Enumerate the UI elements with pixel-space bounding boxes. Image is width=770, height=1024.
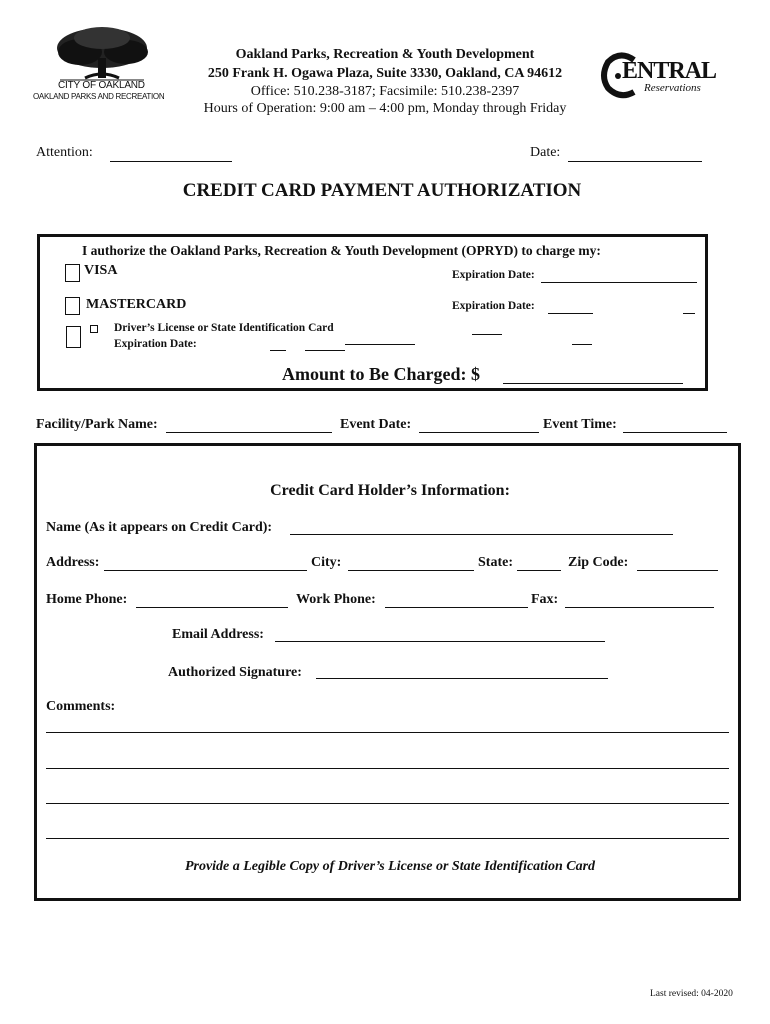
authorization-intro: I authorize the Oakland Parks, Recreation & Youth Development (OPRYD) to charge my:: [82, 243, 601, 258]
mastercard-expiration-field[interactable]: [548, 313, 593, 314]
facility-label: Facility/Park Name:: [36, 417, 158, 432]
org-address: 250 Frank H. Ogawa Plaza, Suite 3330, Oakland, CA 94612: [207, 66, 563, 81]
city-field[interactable]: [348, 570, 474, 571]
mastercard-expiration-label: Expiration Date:: [452, 300, 535, 312]
signature-field[interactable]: [316, 678, 608, 679]
form-title: CREDIT CARD PAYMENT AUTHORIZATION: [182, 180, 582, 201]
revision-date: Last revised: 04-2020: [650, 989, 733, 999]
visa-expiration-label: Expiration Date:: [452, 269, 535, 281]
mastercard-label: MASTERCARD: [86, 297, 187, 312]
work-phone-field[interactable]: [385, 607, 528, 608]
license-copy-note: Provide a Legible Copy of Driver’s License or State Identification Card: [184, 859, 596, 874]
license-checkbox[interactable]: [66, 326, 81, 348]
license-small-checkbox[interactable]: [90, 325, 98, 333]
comments-line-4[interactable]: [46, 838, 729, 839]
logo-parks-text: OAKLAND PARKS AND RECREATION: [33, 92, 165, 101]
event-date-label: Event Date:: [340, 417, 412, 432]
central-logo-script: Reservations: [644, 82, 701, 94]
oak-tree-icon: [30, 26, 170, 84]
comments-line-3[interactable]: [46, 803, 729, 804]
fax-field[interactable]: [565, 607, 714, 608]
name-label: Name (As it appears on Credit Card):: [46, 520, 273, 535]
event-date-field[interactable]: [419, 432, 539, 433]
facility-field[interactable]: [166, 432, 332, 433]
event-time-field[interactable]: [623, 432, 727, 433]
city-label: City:: [311, 555, 342, 570]
visa-label: VISA: [84, 263, 118, 278]
address-label: Address:: [46, 555, 100, 570]
comments-line-2[interactable]: [46, 768, 729, 769]
city-of-oakland-logo: [30, 26, 170, 106]
card-holder-heading: Credit Card Holder’s Information:: [270, 482, 510, 499]
date-field[interactable]: [568, 161, 702, 162]
logo-city-text: CITY OF OAKLAND: [58, 80, 145, 91]
amount-label: Amount to Be Charged: $: [282, 364, 480, 384]
attention-field[interactable]: [110, 161, 232, 162]
home-phone-label: Home Phone:: [46, 592, 128, 607]
org-contact: Office: 510.238-3187; Facsimile: 510.238-2397: [250, 84, 520, 99]
address-field[interactable]: [104, 570, 307, 571]
mastercard-checkbox[interactable]: [65, 297, 80, 315]
email-label: Email Address:: [172, 627, 264, 642]
license-expiration-field-a[interactable]: [270, 350, 286, 351]
amount-field[interactable]: [503, 383, 683, 384]
license-number-field[interactable]: [345, 344, 415, 345]
state-label: State:: [478, 555, 513, 570]
comments-line-1[interactable]: [46, 732, 729, 733]
visa-expiration-field[interactable]: [541, 282, 697, 283]
central-reservations-logo: [600, 52, 717, 104]
card-holder-box: [34, 443, 741, 901]
zip-field[interactable]: [637, 570, 718, 571]
visa-checkbox[interactable]: [65, 264, 80, 282]
central-logo-word: ENTRAL: [622, 58, 717, 84]
fax-label: Fax:: [531, 592, 559, 607]
comments-label: Comments:: [46, 699, 116, 714]
license-expiration-label: Expiration Date:: [114, 338, 197, 350]
state-field[interactable]: [517, 570, 561, 571]
mastercard-expiration-field-2[interactable]: [683, 313, 695, 314]
event-time-label: Event Time:: [543, 417, 617, 432]
license-expiration-field-b[interactable]: [305, 350, 345, 351]
license-label: Driver’s License or State Identification Card: [114, 322, 334, 334]
email-field[interactable]: [275, 641, 605, 642]
home-phone-field[interactable]: [136, 607, 288, 608]
name-field[interactable]: [290, 534, 673, 535]
zip-label: Zip Code:: [568, 555, 629, 570]
signature-label: Authorized Signature:: [168, 665, 302, 680]
org-name: Oakland Parks, Recreation & Youth Development: [235, 47, 535, 62]
attention-label: Attention:: [36, 145, 93, 160]
license-field-d[interactable]: [572, 344, 592, 345]
work-phone-label: Work Phone:: [296, 592, 376, 607]
license-field-c[interactable]: [472, 334, 502, 335]
date-label: Date:: [530, 145, 561, 160]
org-hours: Hours of Operation: 9:00 am – 4:00 pm, Monday through Friday: [203, 101, 567, 116]
